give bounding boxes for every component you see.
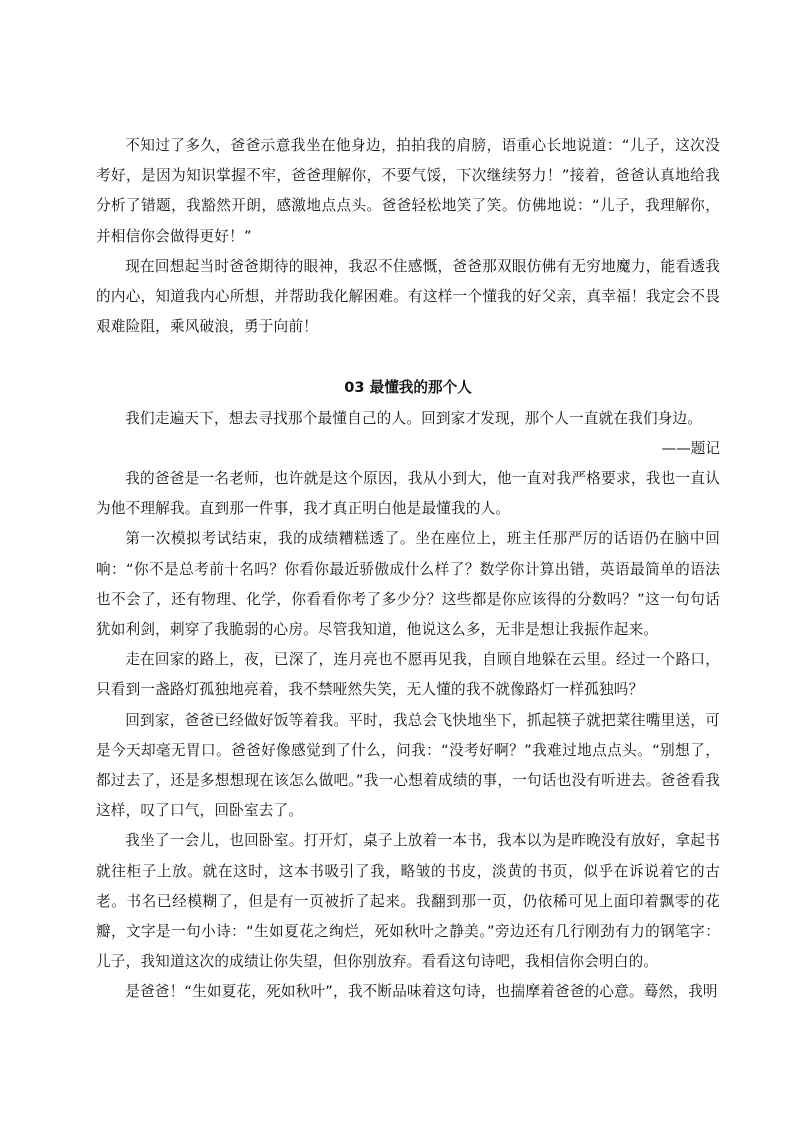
- section-spacer: [96, 342, 720, 373]
- epigraph: 我们走遍天下，想去寻找那个最懂自己的人。回到家才发现，那个人一直就在我们身边。: [125, 409, 703, 427]
- body-paragraph: 我坐了一会儿，也回卧室。打开灯，桌子上放着一本书，我本以为是昨晚没有放好，拿起书就往柜子上放。就在这时，这本书吸引了我，略皱的书皮，淡黄的书页，似乎在诉说着它的古老。书名已经模糊了，但是有一页被折了起来。我翻到那一页，仍依稀可见上面印着飘零的花瓣，文字是一句小诗：“生如夏花之绚烂，死如秋叶之静美。”旁边还有几行刚劲有力的钢笔字：儿子，我知道这次的成绩让你失望，但你别放弃。看看这句诗吧，我相信你会明白的。: [96, 832, 720, 971]
- body-paragraph: 第一次模拟考试结束，我的成绩糟糕透了。坐在座位上，班主任那严厉的话语仍在脑中回响：“你不是总考前十名吗？你看你最近骄傲成什么样了？数学你计算出错，英语最简单的语法也不会了，还有物理、化学，你看看你考了多少分？这些都是你应该得的分数吗？”这一句句话犹如利剑，刺穿了我脆弱的心房。尽管我知道，他说这么多，无非是想让我振作起来。: [96, 530, 720, 639]
- body-paragraph: 是爸爸！“生如夏花，死如秋叶”，我不断品味着这句诗，也揣摩着爸爸的心意。蓦然，我明: [125, 983, 718, 1001]
- body-paragraph: 回到家，爸爸已经做好饭等着我。平时，我总会飞快地坐下，抓起筷子就把菜往嘴里送，可是今天却毫无胃口。爸爸好像感觉到了什么，问我：“没考好啊？”我难过地点点头。“别想了，都过去了，还是多想想现在该怎么做吧。”我一心想着成绩的事，一句话也没有听进去。爸爸看我这样，叹了口气，回卧室去了。: [96, 711, 720, 820]
- document-page: [96, 131, 720, 1008]
- body-paragraph: 不知过了多久，爸爸示意我坐在他身边，拍拍我的肩膀，语重心长地说道：“儿子，这次没考好，是因为知识掌握不牢，爸爸理解你，不要气馁，下次继续努力！”接着，爸爸认真地给我分析了错题，我豁然开朗，感激地点点头。爸爸轻松地笑了笑。仿佛地说：“儿子，我理解你，并相信你会做得更好！”: [96, 137, 720, 245]
- epigraph-signature: ——题记: [661, 439, 720, 457]
- body-paragraph: 我的爸爸是一名老师，也许就是这个原因，我从小到大，他一直对我严格要求，我也一直认为他不理解我。直到那一件事，我才真正明白他是最懂我的人。: [96, 470, 720, 518]
- body-paragraph: 走在回家的路上，夜，已深了，连月亮也不愿再见我，自顾自地躲在云里。经过一个路口，只看到一盏路灯孤独地亮着，我不禁哑然失笑，无人懂的我不就像路灯一样孤独吗？: [96, 651, 720, 699]
- body-paragraph: 现在回想起当时爸爸期待的眼神，我忍不住感慨，爸爸那双眼仿佛有无穷地魔力，能看透我的内心，知道我内心所想，并帮助我化解困难。有这样一个懂我的好父亲，真幸福！我定会不畏艰难险阻，乘风破浪，勇于向前！: [96, 257, 720, 336]
- section-title: 03 最懂我的那个人: [344, 379, 472, 397]
